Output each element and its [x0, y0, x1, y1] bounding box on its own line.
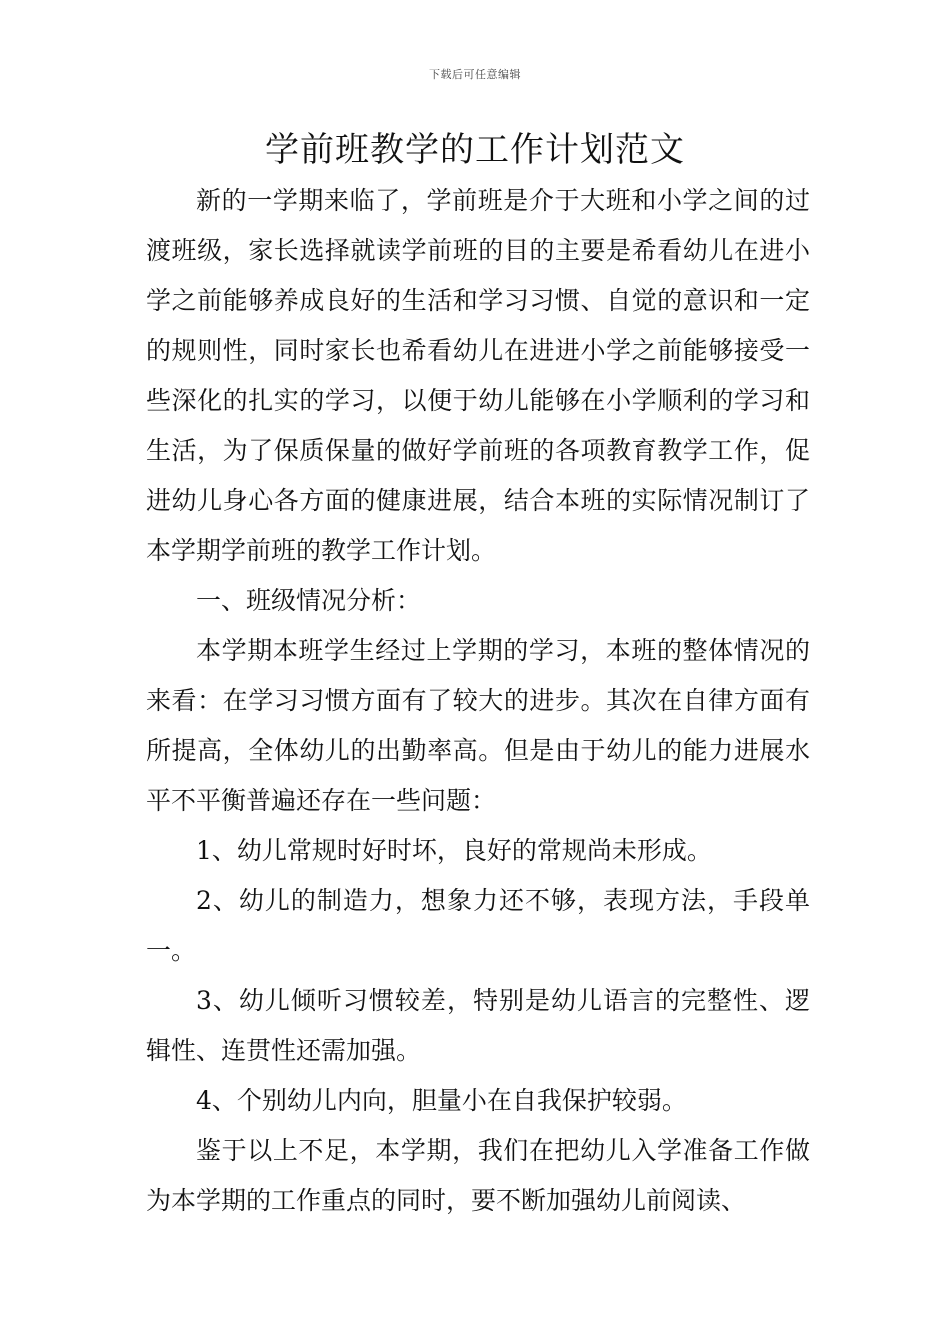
page-header-note: 下载后可任意编辑	[429, 68, 521, 81]
document-title: 学前班教学的工作计划范文	[265, 130, 685, 170]
intro-paragraph: 新的一学期来临了，学前班是介于大班和小学之间的过渡班级，家长选择就读学前班的目的主要是希看幼儿在进小学之前能够养成良好的生活和学习习惯、自觉的意识和一定的规则性，同时家长也希看幼儿在进进小学之前能够接受一些深化的扎实的学习，以便于幼儿能够在小学顺利的学习和生活，为了保质保量的做好学前班的各项教育教学工作，促进幼儿身心各方面的健康进展，结合本班的实际情况制订了本学期学前班的教学工作计划。	[146, 186, 810, 565]
issue-item-2: 2、幼儿的制造力，想象力还不够，表现方法，手段单一。	[146, 886, 810, 965]
document-body	[146, 176, 810, 1226]
plan-paragraph: 鉴于以上不足，本学期，我们在把幼儿入学准备工作做为本学期的工作重点的同时，要不断加强幼儿前阅读、	[146, 1136, 810, 1215]
analysis-paragraph: 本学期本班学生经过上学期的学习，本班的整体情况的来看：在学习习惯方面有了较大的进步。其次在自律方面有所提高，全体幼儿的出勤率高。但是由于幼儿的能力进展水平不平衡普遍还存在一些问题：	[146, 636, 810, 815]
issue-item-1: 1、幼儿常规时好时坏，良好的常规尚未形成。	[196, 836, 712, 865]
issue-item-4: 4、个别幼儿内向，胆量小在自我保护较弱。	[196, 1086, 687, 1115]
section-heading-class-analysis: 一、班级情况分析：	[196, 586, 422, 615]
issue-item-3: 3、幼儿倾听习惯较差，特别是幼儿语言的完整性、逻辑性、连贯性还需加强。	[146, 986, 810, 1065]
